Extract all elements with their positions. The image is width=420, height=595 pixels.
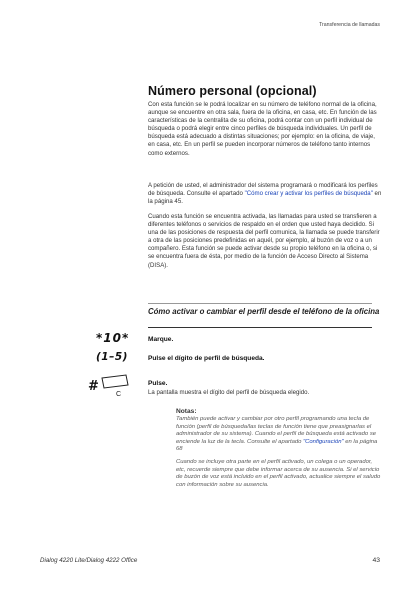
note-function-key	[176, 416, 382, 454]
step-press-digit-text: Pulse el dígito de perfil de búsqueda.	[148, 355, 265, 362]
procedure-heading: Cómo activar o cambiar el perfil desde el teléfono de la oficina	[148, 307, 380, 316]
admin-paragraph	[148, 182, 382, 206]
note-function-key-page-ref: en la página 68	[176, 438, 378, 453]
note-inform-absence: Cuando se incluye otra parte en el perfil activado, un colega o un operador, etc, recuerde siempre que debe informar acerca de su ausencia. Si el servicio de buzón de voz está incluido en el perfil activado, actualice siempre el saludo con información sobre su ausencia.	[176, 458, 381, 488]
note-function-key-text: También puede activar y cambiar por otro perfil programando una tecla de función (perfil de búsqueda/las teclas de función tiene que preasignarlas el administrador de su sistema). Cuando el perfil de búsqueda está activado se enciende la luz de la tecla. Consulte el apartado	[176, 416, 377, 445]
notes-label: Notas:	[176, 408, 197, 415]
admin-paragraph-text: A petición de usted, el administrador del sistema programará o modificará los perfiles de búsqueda. Consulte el apartado	[148, 182, 378, 198]
key-cap-label: C	[116, 391, 122, 398]
page-number: 43	[372, 557, 380, 564]
configuration-link[interactable]: "Configuración"	[303, 438, 344, 445]
step-dial-text: Marque.	[148, 336, 174, 343]
step-press-subtext: La pantalla muestra el dígito del perfil de búsqueda elegido.	[148, 389, 310, 396]
footer-product-name: Dialog 4220 Lite/Dialog 4222 Office	[40, 557, 138, 564]
section-divider	[148, 303, 372, 304]
admin-paragraph-page-ref: en la página 45.	[148, 190, 382, 206]
hash-key-icon	[88, 374, 146, 398]
step-press-text: Pulse.	[148, 380, 168, 387]
procedure-heading-underline	[148, 327, 372, 328]
star-10-star-keys: *10*	[96, 331, 130, 345]
intro-paragraph: Con esta función se le podrá localizar en su número de teléfono normal de la oficina, aunque se encuentre en otra sala, fuera de la oficina, en casa, etc. En función de las características de la centralita de su oficina, podrá contar con un perfil individual de búsqueda o podrá elegir entre cinco perfiles de búsqueda individuales. Un perfil de búsqueda está adecuado a distintas situaciones; por ejemplo: en la oficina, de viaje, en casa, etc. En un perfil se pueden incorporar números de teléfono tanto internos como externos.	[148, 101, 377, 157]
running-header: Transferencia de llamadas	[319, 22, 380, 28]
notes-box	[176, 408, 382, 494]
profile-digit-keys: (1–5)	[96, 351, 128, 363]
key-cap-icon	[102, 375, 128, 388]
search-profiles-link[interactable]: "Cómo crear y activar los perfiles de búsqueda"	[244, 190, 373, 198]
hash-symbol: #	[88, 379, 99, 394]
activation-paragraph: Cuando esta función se encuentra activada, las llamadas para usted se transfieren a diferentes teléfonos o servicios de respaldo en el orden que usted haya decidido. Si una de las posiciones de respuesta del perfil comunica, la llamada se puede transferir a otra de las posiciones predefinidas en aquél, por ejemplo, al buzón de voz o a un compañero. Esta función se puede activar desde su propio teléfono en la oficina o, si se encuentra fuera de ésta, por medio de la función de Acceso Directo al Sistema (DISA).	[148, 213, 380, 269]
page-title: Número personal (opcional)	[148, 84, 317, 98]
